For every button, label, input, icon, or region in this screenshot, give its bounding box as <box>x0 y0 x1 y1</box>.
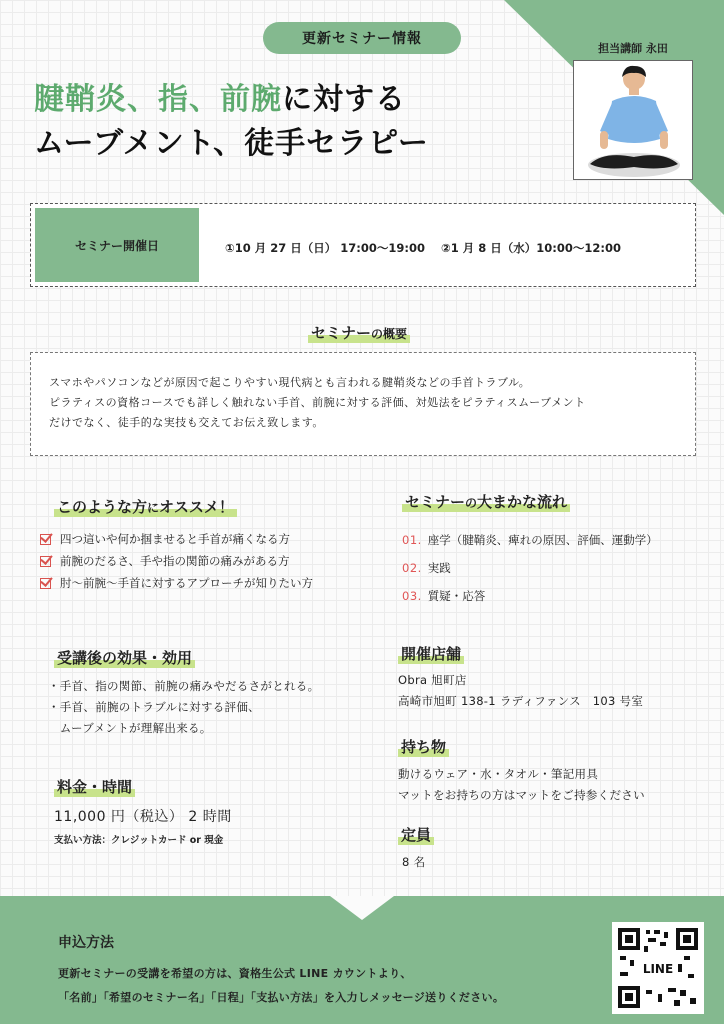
overview-heading: セミナーの概要 <box>308 322 410 343</box>
list-item: 03. 質疑・応答 <box>402 589 486 603</box>
effects-heading: 受講後の効果・効用 <box>54 647 195 668</box>
venue-heading: 開催店舗 <box>398 643 464 664</box>
apply-heading: 申込方法 <box>58 935 114 951</box>
flow-list <box>402 526 658 610</box>
overview-line: だけでなく、徒手的な実技も交えてお伝え致します。 <box>49 416 324 429</box>
title-line-2: ムーブメント、徒手セラピー <box>34 126 429 161</box>
venue-text: Obra 旭町店 高崎市旭町 138-1 ラディファンス 103 号室 <box>398 673 644 708</box>
flow-heading: セミナーの大まかな流れ <box>402 491 570 512</box>
effects-text: ・手首、指の関節、前腕の痛みやだるさがとれる。 ・手首、前腕のトラブルに対する評価、 ムーブメントが理解出来る。 <box>48 679 320 735</box>
instructor-photo <box>573 60 693 180</box>
recommend-list <box>40 528 313 594</box>
belongings-text: 動けるウェア・水・タオル・筆記用具 マットをお持ちの方はマットをご持参ください <box>398 767 645 802</box>
page-title <box>34 78 429 166</box>
belongings-heading: 持ち物 <box>398 736 449 757</box>
list-item: 01. 座学（腱鞘炎、痺れの原因、評価、運動学） <box>402 533 658 547</box>
apply-text: 更新セミナーの受講を希望の方は、資格生公式 LINE カウントより、 「名前」「希望のセミナー名」「日程」「支払い方法」を入力しメッセージ送りください。 <box>58 967 505 1004</box>
list-item: 肘～前腕～手首に対するアプローチが知りたい方 <box>40 572 313 594</box>
list-item: 02. 実践 <box>402 561 451 575</box>
instructor-label: 担当講師 永田 <box>598 42 668 55</box>
price: 11,000 円（税込） 2 時間 <box>54 809 232 825</box>
schedule-box <box>30 203 696 287</box>
fee-heading: 料金・時間 <box>54 776 135 797</box>
schedule-label: セミナー開催日 <box>35 208 199 282</box>
seminar-badge: 更新セミナー情報 <box>263 22 461 54</box>
schedule-dates: ①10 月 27 日（日） 17:00～19:00 ②1 月 8 日（水）10:00～12:00 <box>225 241 621 255</box>
capacity-heading: 定員 <box>398 824 434 845</box>
checkbox-icon <box>40 578 51 589</box>
payment-methods: 支払い方法：クレジットカード or 現金 <box>54 835 224 846</box>
list-item: 前腕のだるさ、手や指の関節の痛みがある方 <box>40 550 313 572</box>
checkbox-icon <box>40 534 51 545</box>
checkbox-icon <box>40 556 51 567</box>
line-qr-code[interactable] <box>612 922 704 1014</box>
capacity-value: 8 名 <box>402 855 426 869</box>
list-item: 四つ這いや何か掴ませると手首が痛くなる方 <box>40 528 313 550</box>
overview-line: スマホやパソコンなどが原因で起こりやすい現代病とも言われる腱鞘炎などの手首トラブル。 <box>49 376 531 389</box>
qr-label: LINE <box>642 962 674 976</box>
overview-box <box>30 352 696 456</box>
title-line-1: 腱鞘炎、指、前腕に対する <box>34 82 406 117</box>
recommend-heading: このような方にオススメ！ <box>54 496 237 517</box>
overview-line: ピラティスの資格コースでも詳しく触れない手首、前腕に対する評価、対処法をピラティスムーブメント <box>49 396 586 409</box>
